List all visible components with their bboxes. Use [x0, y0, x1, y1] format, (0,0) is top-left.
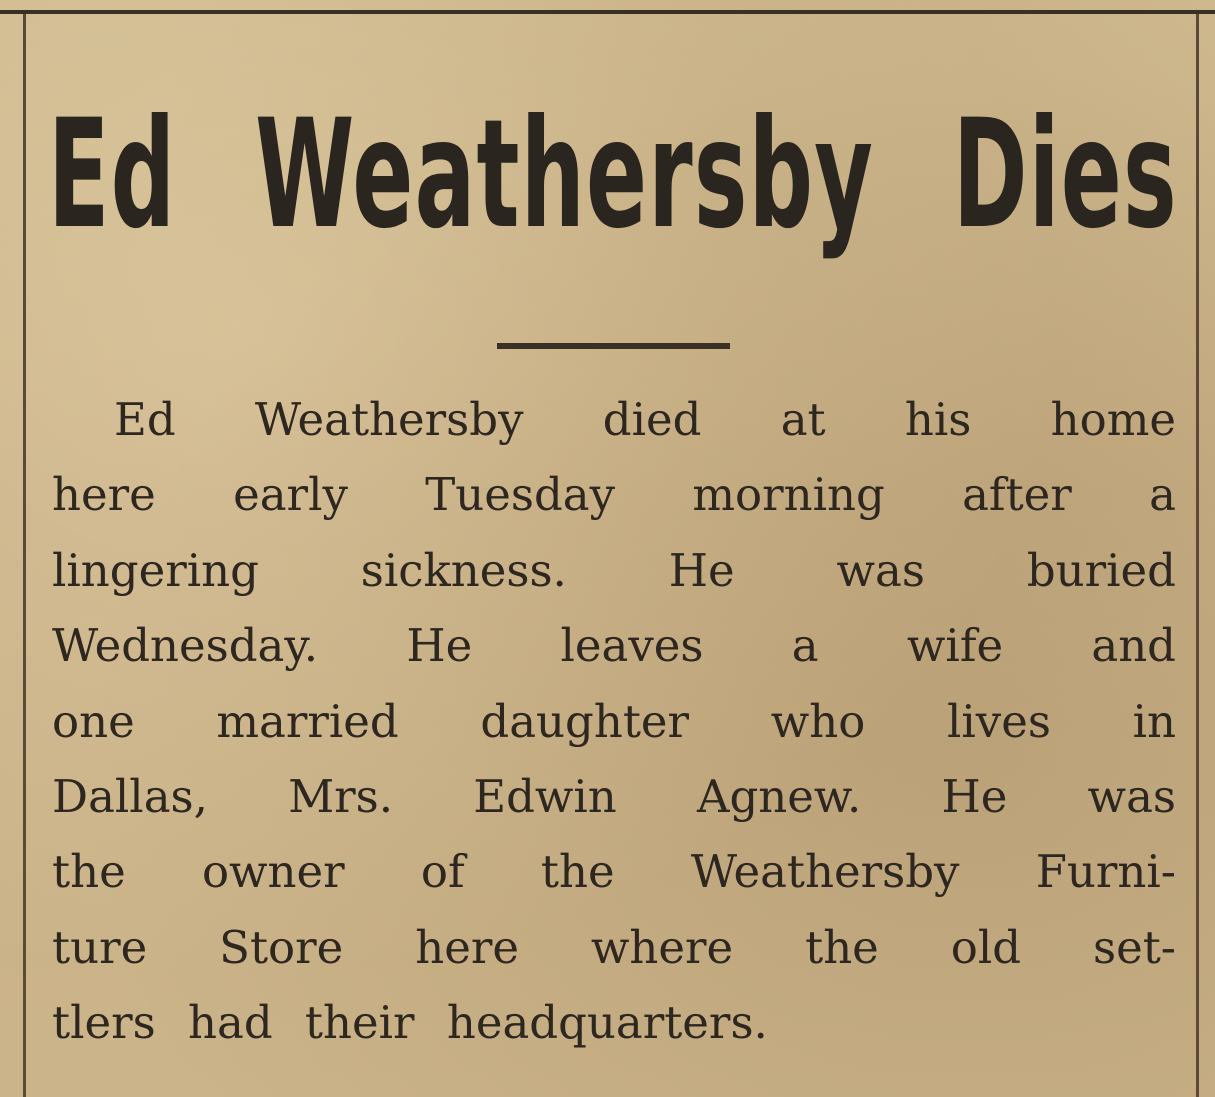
left-column-rule	[23, 14, 26, 1097]
top-column-rule	[0, 10, 1215, 14]
body-line: the owner of the Weathersby Furni-	[52, 845, 1176, 899]
body-line: lingering sickness. He was buried	[52, 543, 1176, 597]
right-column-rule	[1196, 14, 1199, 1097]
body-line: Dallas, Mrs. Edwin Agnew. He was	[52, 769, 1176, 823]
headline-divider	[497, 343, 730, 349]
body-line: ture Store here where the old set-	[52, 920, 1176, 974]
body-line: here early Tuesday morning after a	[52, 468, 1176, 522]
body-line: Ed Weathersby died at his home	[114, 393, 1176, 446]
body-line: one married daughter who lives in	[52, 694, 1176, 748]
headline-text: Ed Weathersby Dies	[48, 88, 1178, 262]
headline	[48, 70, 1178, 280]
body-line: tlers had their headquarters.	[52, 996, 768, 1050]
body-line: Wednesday. He leaves a wife and	[52, 619, 1176, 673]
article-body	[52, 382, 1176, 1061]
